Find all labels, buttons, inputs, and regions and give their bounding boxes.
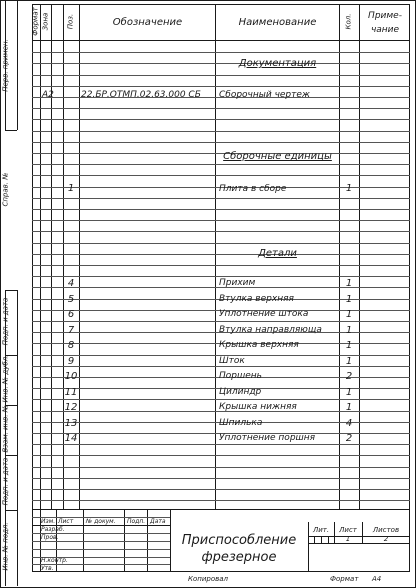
detail-row-qty: 1 <box>345 294 353 305</box>
detail-row-qty: 1 <box>345 356 353 367</box>
row-designation-sb: 22.БР.ОТМП.02.63.000 СБ <box>81 90 201 100</box>
side-label-inv-podl: Инв. № подл. <box>1 522 10 571</box>
row-name-assembly-drawing: Сборочный чертеж <box>219 90 311 100</box>
detail-row-name: Цилиндр <box>219 387 262 397</box>
detail-row-name: Шток <box>219 356 245 366</box>
detail-row-name: Уплотнение поршня <box>219 433 316 443</box>
stamp-list-value: 1 <box>345 535 351 543</box>
detail-row-pos: 4 <box>67 278 75 289</box>
detail-row-qty: 2 <box>345 371 353 382</box>
section-assembly-units: Сборочные единицы <box>223 151 332 162</box>
stamp-col-list: Лист <box>58 518 74 525</box>
detail-row-name: Прихим <box>219 278 256 288</box>
detail-row-name: Уплотнение штока <box>219 309 309 319</box>
stamp-prov: Пров. <box>41 534 59 541</box>
detail-row-qty: 1 <box>345 309 353 320</box>
col-name-header: Наименование <box>238 17 317 28</box>
detail-row-qty: 1 <box>345 340 353 351</box>
stamp-utv: Утв. <box>41 565 54 572</box>
col-format-header: Формат <box>31 7 40 36</box>
detail-row-qty: 1 <box>345 325 353 336</box>
detail-row-name: Шпилька <box>219 418 263 428</box>
side-label-podp-data-1: Подп. и дата <box>1 297 10 346</box>
footer-format-label: Формат <box>330 575 359 583</box>
stamp-col-izm: Изм. <box>41 518 56 525</box>
footer-format-value: А4 <box>372 575 382 583</box>
footer-copied: Копировал <box>188 575 228 583</box>
detail-row-name: Поршень <box>219 371 262 381</box>
document-title-line2: фрезерное <box>201 550 277 565</box>
detail-row-qty: 2 <box>345 433 353 444</box>
col-zone-header: Зона <box>41 12 50 31</box>
detail-row-pos: 10 <box>64 371 78 382</box>
section-details: Детали <box>258 248 297 259</box>
detail-row-pos: 9 <box>67 356 75 367</box>
stamp-listov-value: 2 <box>383 535 389 543</box>
detail-row-pos: 7 <box>67 325 75 336</box>
detail-row-name: Крышка нижняя <box>219 402 297 412</box>
side-label-podp-data-2: Подп. и дата <box>1 457 10 506</box>
detail-row-qty: 4 <box>345 418 353 429</box>
row-name-plita: Плита в сборе <box>219 184 287 194</box>
stamp-col-date: Дата <box>150 518 166 525</box>
detail-row-pos: 11 <box>64 387 78 398</box>
detail-row-pos: 6 <box>67 309 75 320</box>
row-qty-1: 1 <box>345 183 353 194</box>
col-qty-header: Кол. <box>344 13 353 30</box>
stamp-lit-label: Лит. <box>312 526 330 534</box>
col-note-header-2: чание <box>370 25 400 35</box>
side-label-vzam-inv: Взам. инв. № <box>1 404 10 453</box>
col-pos-header: Поз. <box>66 13 75 30</box>
stamp-listov-label: Листов <box>372 526 400 534</box>
section-documentation: Документация <box>238 58 317 69</box>
side-label-inv-dubl: Инв. № дубл. <box>1 354 10 403</box>
stamp-col-doc: № докум. <box>86 518 116 525</box>
detail-row-qty: 1 <box>345 278 353 289</box>
detail-row-qty: 1 <box>345 387 353 398</box>
detail-row-pos: 5 <box>67 294 75 305</box>
side-label-perv-primen: Перв. примен. <box>1 39 10 92</box>
detail-row-pos: 8 <box>67 340 75 351</box>
row-format-a2: А2 <box>42 90 54 100</box>
detail-row-pos: 13 <box>64 418 78 429</box>
detail-row-pos: 14 <box>64 433 78 444</box>
row-pos-1: 1 <box>67 183 75 194</box>
stamp-n-kontr: Н.контр. <box>41 557 68 564</box>
detail-row-qty: 1 <box>345 402 353 413</box>
detail-row-name: Крышка верхняя <box>219 340 299 350</box>
col-note-header-1: Приме- <box>368 11 402 21</box>
side-label-sprav: Справ. № <box>1 172 10 207</box>
stamp-razrab: Разраб. <box>41 526 65 533</box>
stamp-col-sign: Подп. <box>127 518 146 525</box>
detail-row-name: Втулка направляюща <box>219 325 322 335</box>
col-designation-header: Обозначение <box>112 17 183 28</box>
document-title-line1: Приспособление <box>181 533 297 548</box>
detail-row-name: Втулка верхняя <box>219 294 294 304</box>
stamp-list-label: Лист <box>339 526 357 534</box>
detail-row-pos: 12 <box>64 402 78 413</box>
